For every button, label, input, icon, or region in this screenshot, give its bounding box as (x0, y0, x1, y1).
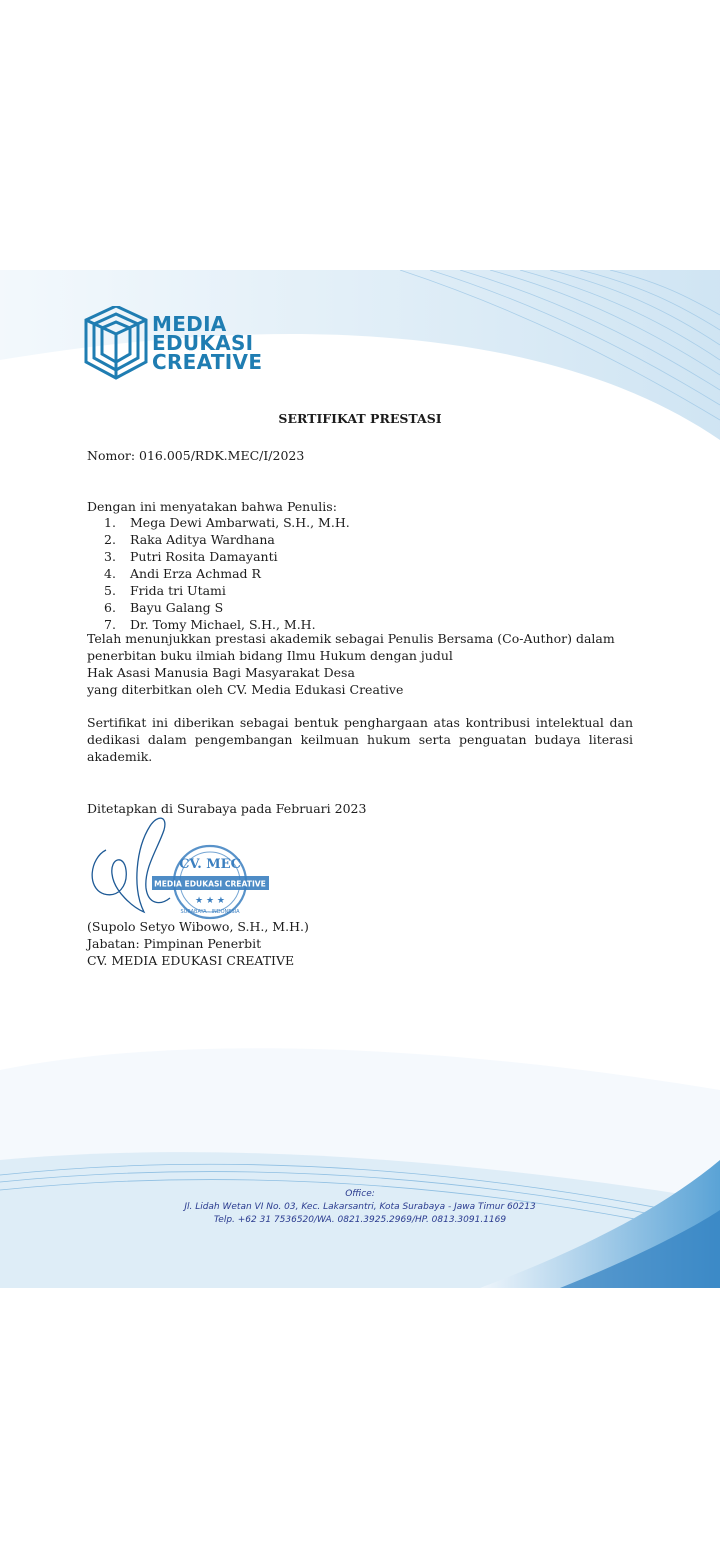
stamp-stars-icon: ★ ★ ★ (195, 896, 225, 906)
stamp-bottom-text: SURABAYA - INDONESIA (180, 909, 240, 915)
book-title: Hak Asasi Manusia Bagi Masyarakat Desa (87, 665, 355, 680)
logo-wordmark (152, 312, 263, 374)
certificate-number: Nomor: 016.005/RDK.MEC/I/2023 (87, 448, 305, 463)
author-name: Andi Erza Achmad R (130, 566, 261, 581)
author-name: Bayu Galang S (130, 600, 224, 615)
logo-line-media: MEDIA (152, 312, 227, 336)
author-name: Dr. Tomy Michael, S.H., M.H. (130, 617, 316, 632)
office-phone: Telp. +62 31 7536520/WA. 0821.3925.2969/HP. 0813.3091.1169 (213, 1215, 507, 1225)
signer-company: CV. MEDIA EDUKASI CREATIVE (87, 953, 295, 968)
list-item (104, 514, 350, 531)
paragraph-line: Telah menunjukkan prestasi akademik sebagai Penulis Bersama (Co-Author) dalam (87, 631, 615, 646)
author-number: 5. (104, 583, 116, 598)
place-date: Ditetapkan di Surabaya pada Februari 2023 (87, 801, 367, 816)
author-number: 6. (104, 600, 116, 615)
office-footer (0, 1188, 720, 1227)
achievement-paragraph (87, 630, 633, 698)
author-number: 2. (104, 532, 116, 547)
paragraph-line: yang diterbitkan oleh CV. Media Edukasi Creative (87, 682, 404, 697)
author-name: Frida tri Utami (130, 583, 226, 598)
logo-line-creative: CREATIVE (152, 350, 263, 374)
author-number: 1. (104, 515, 116, 530)
author-number: 3. (104, 549, 116, 564)
certificate (0, 270, 720, 1288)
intro-text: Dengan ini menyatakan bahwa Penulis: (87, 499, 337, 514)
author-name: Mega Dewi Ambarwati, S.H., M.H. (130, 515, 350, 530)
signer-name: (Supolo Setyo Wibowo, S.H., M.H.) (87, 919, 309, 934)
certificate-title: SERTIFIKAT PRESTASI (278, 411, 442, 426)
appreciation-paragraph: Sertifikat ini diberikan sebagai bentuk penghargaan atas kontribusi intelektual dan dedikasi dalam pengembangan keilmuan hukum serta penguatan budaya literasi akademik. (87, 715, 633, 764)
office-address: Jl. Lidah Wetan VI No. 03, Kec. Lakarsantri, Kota Surabaya - Jawa Timur 60213 (184, 1202, 536, 1212)
list-item (104, 548, 350, 565)
author-list (104, 514, 350, 633)
signer-block (87, 918, 309, 969)
author-number: 4. (104, 566, 116, 581)
company-stamp-icon (148, 840, 273, 925)
signer-position: Jabatan: Pimpinan Penerbit (87, 936, 262, 951)
stamp-top-text: CV. MEC (179, 857, 241, 872)
author-name: Putri Rosita Damayanti (130, 549, 278, 564)
stamp-ribbon-text: MEDIA EDUKASI CREATIVE (154, 879, 266, 889)
logo-line-edukasi: EDUKASI (152, 331, 254, 355)
author-name: Raka Aditya Wardhana (130, 532, 275, 547)
list-item (104, 582, 350, 599)
list-item (104, 599, 350, 616)
office-label: Office: (345, 1189, 375, 1199)
paragraph-line: penerbitan buku ilmiah bidang Ilmu Hukum dengan judul (87, 648, 453, 663)
list-item (104, 531, 350, 548)
list-item (104, 565, 350, 582)
author-number: 7. (104, 617, 116, 632)
